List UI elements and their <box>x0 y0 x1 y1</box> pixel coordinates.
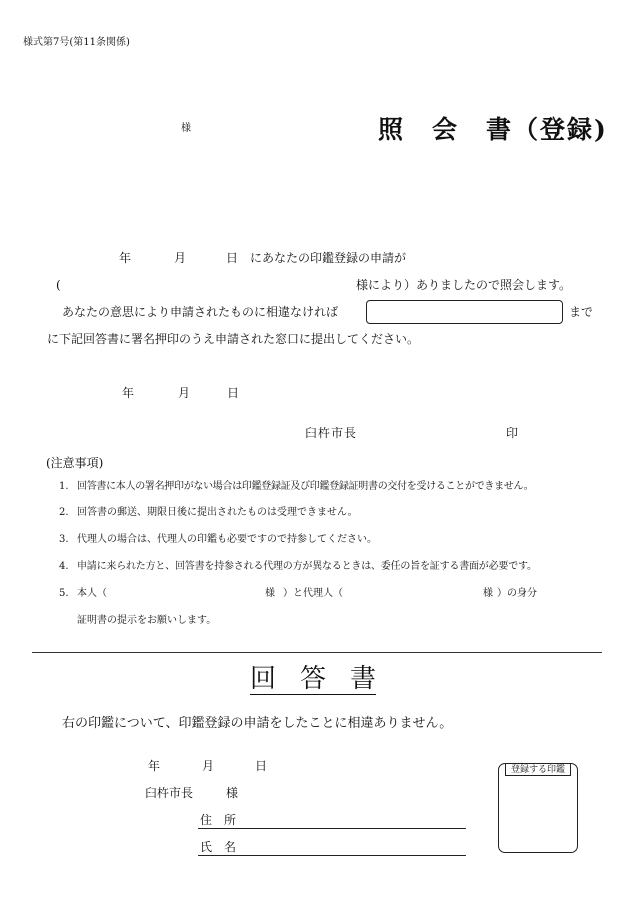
notice-day: 日 <box>226 251 239 265</box>
mayor-name: 臼杵市長 <box>305 426 358 440</box>
issue-day: 日 <box>227 386 240 400</box>
note-5-principal-sama: 様 <box>265 588 275 599</box>
notes-heading: (注意事項) <box>46 456 104 470</box>
document-title: 照 会 書（登録) <box>378 115 608 144</box>
answer-day: 日 <box>255 759 268 773</box>
note-5-agent-sama: 様 <box>483 588 493 599</box>
answer-month: 月 <box>202 759 215 773</box>
answer-to-suffix: 様 <box>226 786 239 800</box>
note-3-text: 代理人の場合は、代理人の印鑑も必要ですので持参してください。 <box>77 534 377 545</box>
note-4-num: 4. <box>59 561 69 572</box>
addressee-suffix: 様 <box>181 123 191 134</box>
notice-year: 年 <box>119 251 132 265</box>
note-2-text: 回答書の郵送、期限日後に提出されたものは受理できません。 <box>77 507 358 518</box>
address-field[interactable] <box>198 828 466 829</box>
note-5-agent: ）と代理人（ <box>283 588 343 599</box>
notice-line3: あなたの意思により申請されたものに相違なければ <box>62 305 339 319</box>
note-5-tail: ）の身分 <box>497 588 537 599</box>
notice-line2-open: ( <box>56 278 61 292</box>
note-5-line2: 証明書の提示をお願いします。 <box>77 615 217 626</box>
issue-month: 月 <box>178 386 191 400</box>
note-3-num: 3. <box>59 534 69 545</box>
section-divider <box>32 652 602 653</box>
answer-statement: 右の印鑑について、印鑑登録の申請をしたことに相違ありません。 <box>62 716 453 731</box>
answer-title-char-1: 回 <box>250 664 277 694</box>
note-1-num: 1. <box>59 481 69 492</box>
answer-title-char-3: 書 <box>350 664 377 694</box>
note-4-text: 申請に来られた方と、回答書を持参される代理の方が異なるときは、委任の旨を証する書面が必要です。 <box>77 561 537 572</box>
note-2-num: 2. <box>59 507 69 518</box>
seal-box-label: 登録する印鑑 <box>505 763 571 776</box>
notice-line2: 様により）ありましたので照会します。 <box>356 278 572 292</box>
notice-until: まで <box>569 305 594 319</box>
answer-year: 年 <box>148 759 161 773</box>
notice-month: 月 <box>174 251 187 265</box>
note-5-principal: 本人（ <box>77 588 107 599</box>
address-label: 住 所 <box>200 813 237 827</box>
deadline-date-field[interactable] <box>366 300 563 324</box>
note-5-num: 5. <box>59 588 69 599</box>
notice-line1: にあなたの印鑑登録の申請が <box>250 251 407 265</box>
notice-line4: に下記回答書に署名押印のうえ申請された窓口に提出してください。 <box>47 332 420 346</box>
registered-seal-box[interactable] <box>498 763 578 853</box>
note-1-text: 回答書に本人の署名押印がない場合は印鑑登録証及び印鑑登録証明書の交付を受けることができません。 <box>77 481 534 492</box>
name-field[interactable] <box>198 855 466 856</box>
name-label: 氏 名 <box>200 840 237 854</box>
answer-title-char-2: 答 <box>300 664 327 694</box>
issue-year: 年 <box>122 386 135 400</box>
answer-to-mayor: 臼杵市長 <box>145 786 194 800</box>
form-id: 様式第7号(第11条関係) <box>23 37 130 48</box>
answer-title <box>250 666 376 695</box>
mayor-seal-mark: 印 <box>506 426 519 440</box>
